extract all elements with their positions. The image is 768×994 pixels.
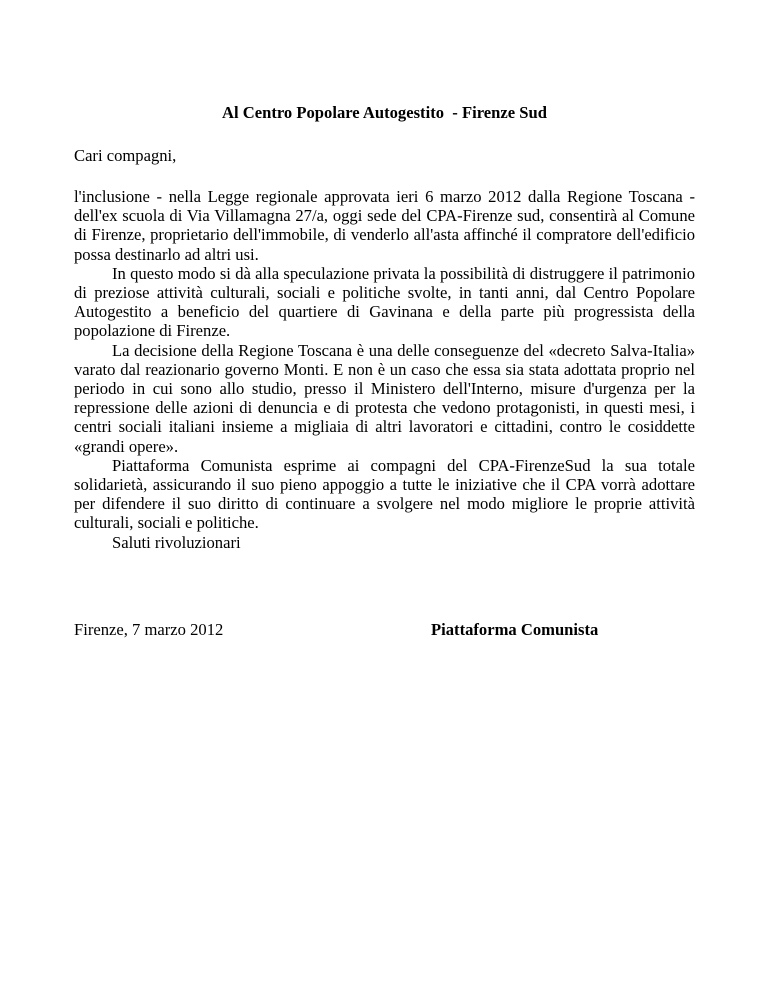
paragraph-1: l'inclusione - nella Legge regionale approvata ieri 6 marzo 2012 dalla Regione Toscana - dell'ex scuola di Via Villamagna 27/a, oggi sede del CPA-Firenze sud, consentirà al Comune di Firenze, proprietario dell'immobile, di venderlo all'asta affinché il compratore dell'edificio possa destinarlo ad altri usi. [74,187,695,264]
paragraph-2: In questo modo si dà alla speculazione privata la possibilità di distruggere il patrimonio di preziose attività culturali, sociali e politiche svolte, in tanti anni, dal Centro Popolare Autogestito a beneficio del quartiere di Gavinana e della parte più progressista della popolazione di Firenze. [74,263,695,341]
paragraph-3: La decisione della Regione Toscana è una delle conseguenze del «decreto Salva-Italia» varato dal reazionario governo Monti. E non è un caso che essa sia stata adottata proprio nel periodo in cui sono allo studio, presso il Ministero dell'Interno, misure d'urgenza per la repressione delle azioni di denuncia e di protesta che vedono protagonisti, in questi mesi, i centri sociali italiani insieme a migliaia di altri lavoratori e cittadini, contro le cosiddette «grandi opere». [74,340,695,456]
place-date: Firenze, 7 marzo 2012 [74,620,224,639]
letter-closing: Saluti rivoluzionari [112,532,241,552]
paragraph-4: Piattaforma Comunista esprime ai compagni del CPA-FirenzeSud la sua totale solidarietà, assicurando il suo pieno appoggio a tutte le iniziative che il CPA vorrà adottare per difendere il suo diritto di continuare a svolgere nel modo migliore le proprie attività culturali, sociali e politiche. [74,455,695,533]
letter-greeting: Cari compagni, [74,146,177,165]
signature: Piattaforma Comunista [431,620,599,639]
letter-body [74,187,695,552]
letter-title: Al Centro Popolare Autogestito - Firenze Sud [222,103,547,122]
